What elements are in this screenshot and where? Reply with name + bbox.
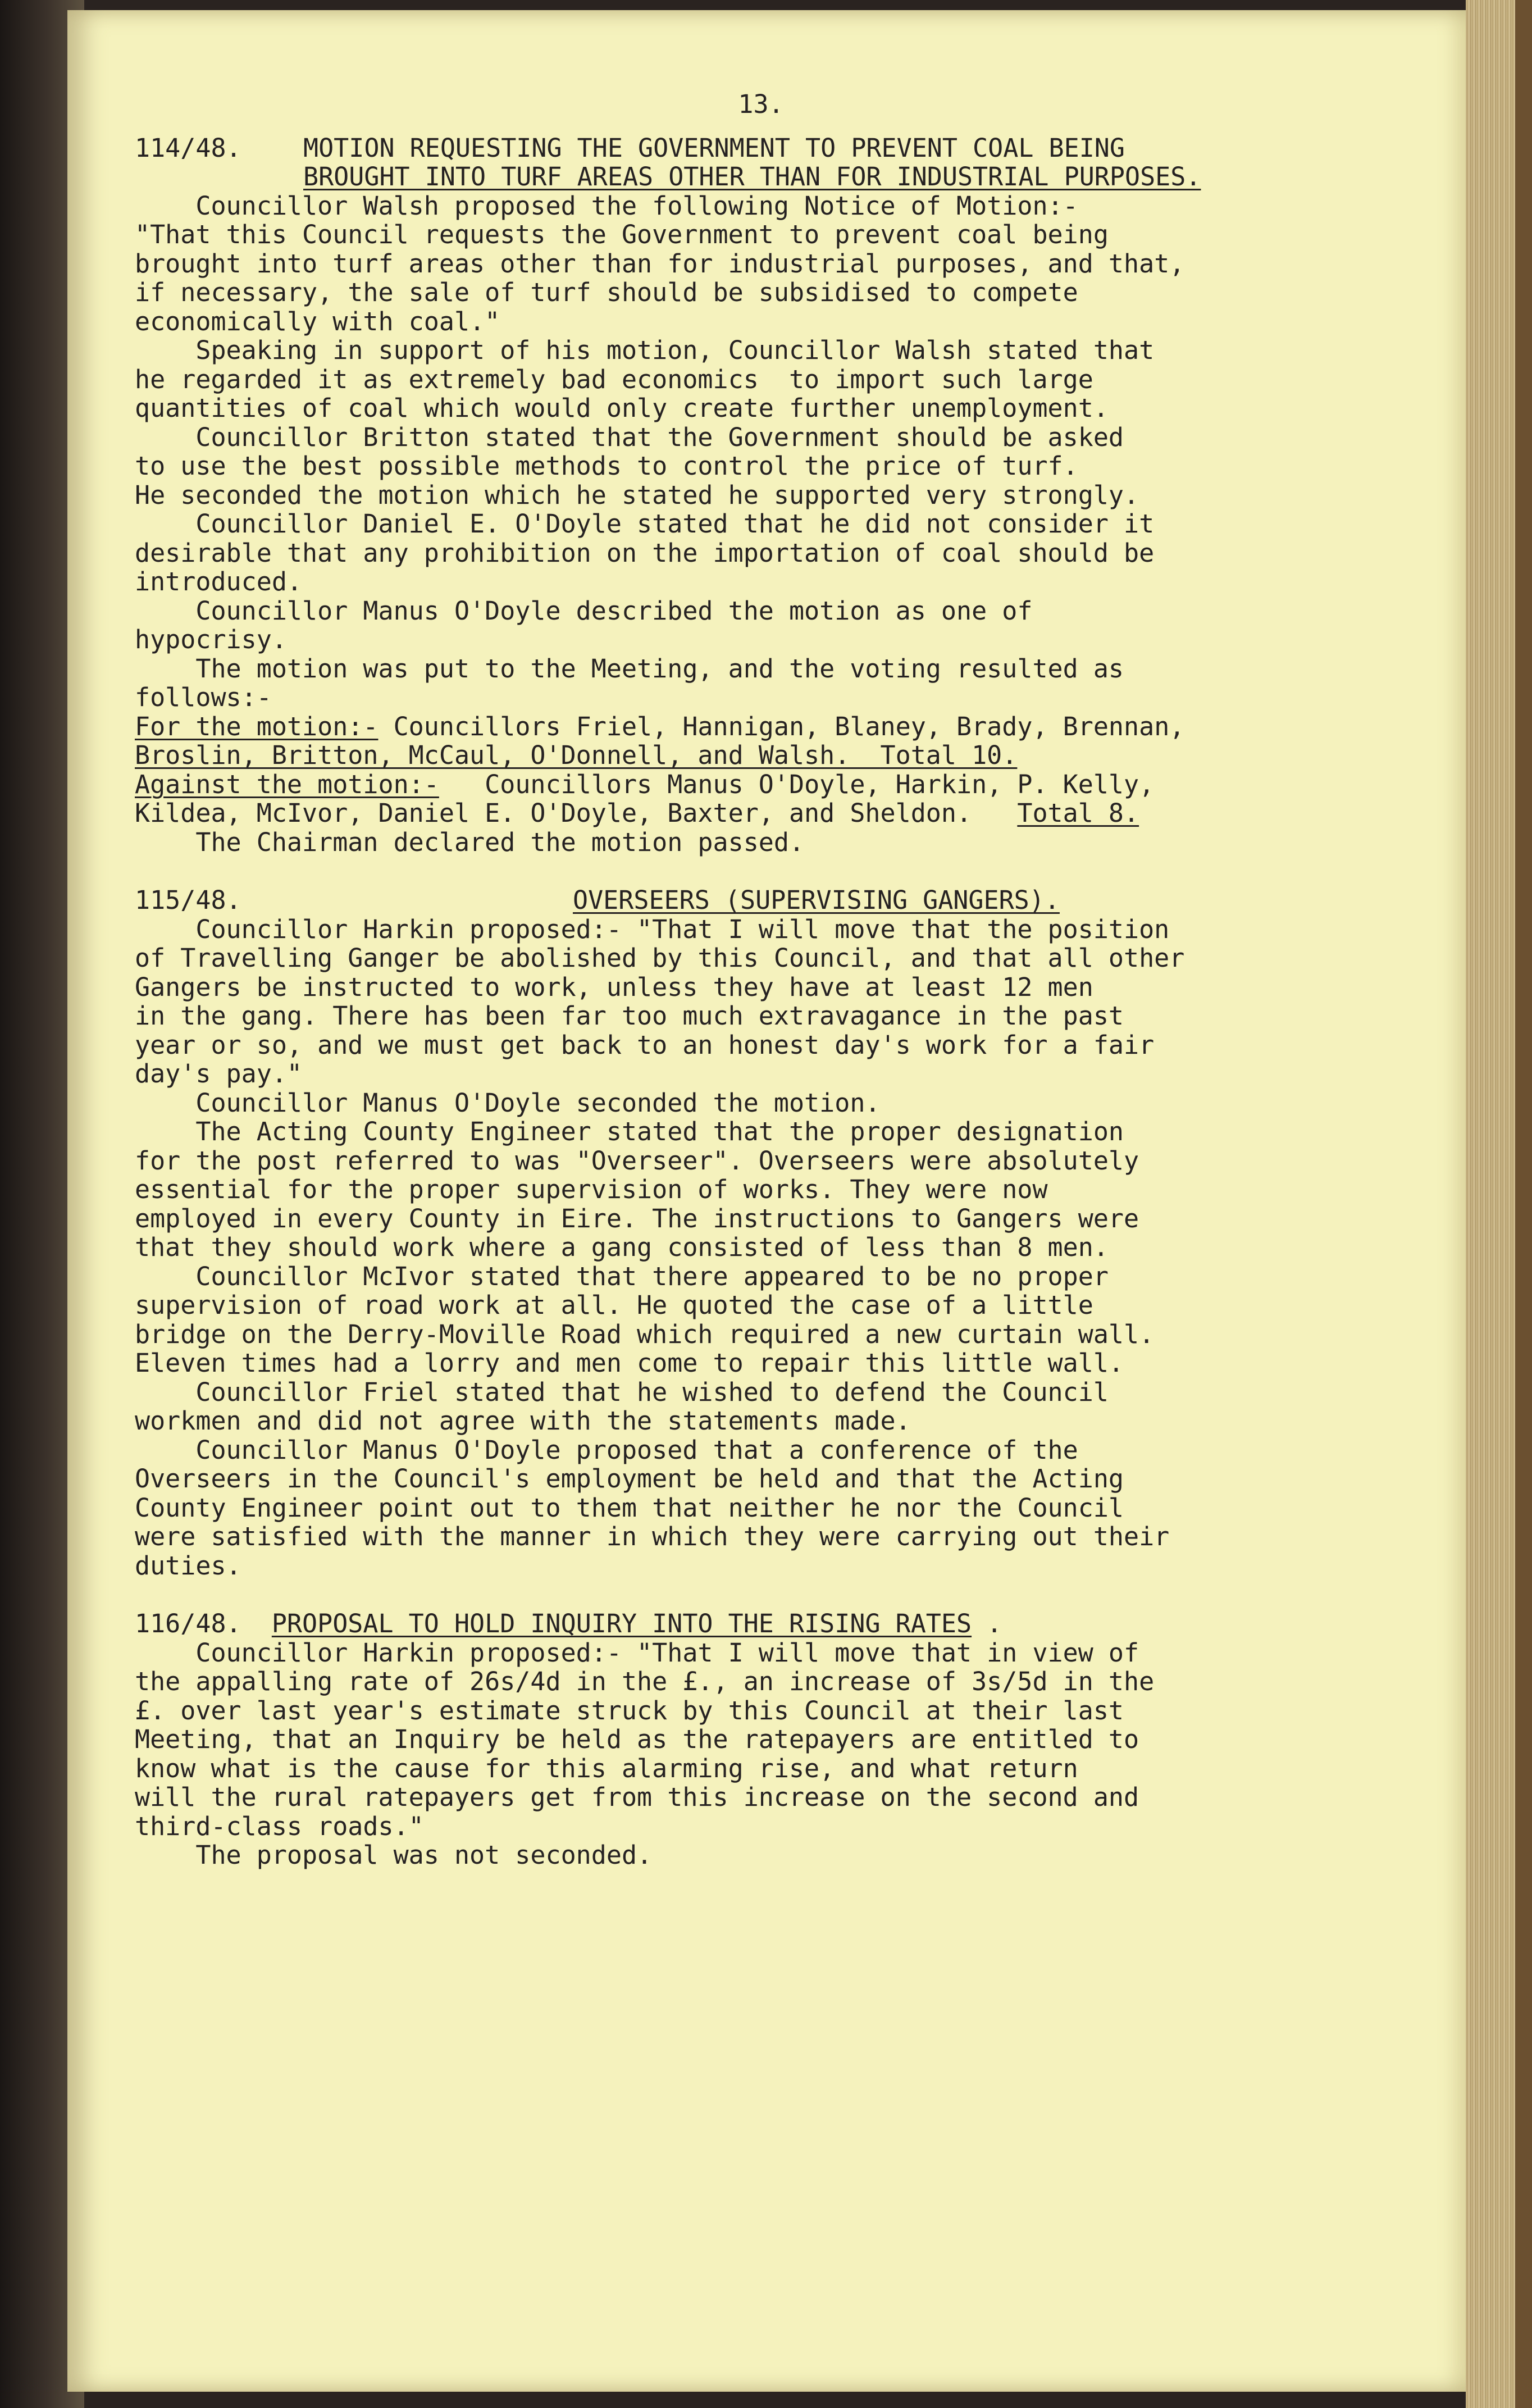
section-heading: MOTION REQUESTING THE GOVERNMENT TO PREVENT COAL BEING [303,133,1125,163]
text-line: Councillor McIvor stated that there appeared to be no proper [135,1261,1109,1291]
text-line: Councillor Harkin proposed:- "That I will move that the position [135,914,1170,944]
text-line: desirable that any prohibition on the importation of coal should be [135,538,1155,568]
text-line: bridge on the Derry-Moville Road which required a new curtain wall. [135,1319,1155,1349]
text-line: Councillor Manus O'Doyle described the motion as one of [135,595,1033,626]
text-line: will the rural ratepayers get from this increase on the second and [135,1782,1139,1812]
text-line: Councillor Britton stated that the Government should be asked [135,422,1124,452]
text-line: Overseers in the Council's employment be held and that the Acting [135,1464,1124,1494]
text-line: The Chairman declared the motion passed. [135,827,805,857]
text-line: follows:- [135,682,272,712]
text-line: third-class roads." [135,1811,424,1841]
vote-for-text: Broslin, Britton, McCaul, O'Donnell, and Walsh. [135,740,881,770]
text-line: Eleven times had a lorry and men come to repair this little wall. [135,1348,1124,1378]
text-line: Councillor Daniel E. O'Doyle stated that he did not consider it [135,509,1155,539]
text-line: Councillor Friel stated that he wished to defend the Council [135,1377,1109,1407]
text-line: Gangers be instructed to work, unless they have at least 12 men [135,972,1093,1002]
text-line: employed in every County in Eire. The instructions to Gangers were [135,1203,1139,1233]
page-content [135,90,1320,1870]
page-number: 13. [738,89,784,119]
section-heading-line [135,886,1320,915]
text-line: to use the best possible methods to control the price of turf. [135,451,1078,481]
text-line: he regarded it as extremely bad economics to import such large [135,364,1093,394]
text-line: that they should work where a gang consisted of less than 8 men. [135,1232,1109,1262]
text-line: Speaking in support of his motion, Councillor Walsh stated that [135,335,1155,365]
section-heading-line [135,1609,1320,1638]
text-line: day's pay." [135,1059,303,1089]
text-line: Meeting, that an Inquiry be held as the ratepayers are entitled to [135,1724,1139,1754]
text-line: in the gang. There has been far too much extravagance in the past [135,1001,1124,1031]
text-line: £. over last year's estimate struck by this Council at their last [135,1695,1124,1726]
text-line: if necessary, the sale of turf should be subsidised to compete [135,277,1078,307]
text-line: of Travelling Ganger be abolished by this Council, and that all other [135,943,1185,973]
vote-for-total: Total 10. [880,740,1018,770]
text-line: The Acting County Engineer stated that the proper designation [135,1117,1124,1146]
text-line: know what is the cause for this alarming rise, and what return [135,1753,1078,1783]
book-spine-edge [1515,0,1532,2408]
section-heading-suffix: . [972,1609,1002,1638]
text-line: He seconded the motion which he stated he supported very strongly. [135,480,1139,510]
text-line: The motion was put to the Meeting, and the voting resulted as [135,653,1124,684]
text-line: Councillor Manus O'Doyle seconded the motion. [135,1087,881,1118]
text-line: quantities of coal which would only create further unemployment. [135,393,1109,423]
text-line: year or so, and we must get back to an honest day's work for a fair [135,1030,1155,1060]
vote-against-label: Against the motion:- [135,769,439,799]
text-line: Councillor Harkin proposed:- "That I will move that in view of [135,1637,1139,1668]
section-114 [135,134,1320,857]
section-115 [135,886,1320,1580]
text-line: Councillor Manus O'Doyle proposed that a conference of the [135,1435,1078,1465]
vote-for-text: Councillors Friel, Hannigan, Blaney, Brady, Brennan, [378,711,1185,741]
text-line: brought into turf areas other than for industrial purposes, and that, [135,248,1185,279]
section-number: 116/48. [135,1609,241,1638]
text-line: introduced. [135,567,303,597]
vote-for-label: For the motion:- [135,711,379,741]
text-line: for the post referred to was "Overseer". Overseers were absolutely [135,1145,1139,1176]
vote-against-text: Councillors Manus O'Doyle, Harkin, P. Kelly, [439,769,1155,799]
section-heading: OVERSEERS (SUPERVISING GANGERS). [573,885,1060,915]
section-116 [135,1609,1320,1870]
vote-against-total: Total 8. [1017,798,1139,828]
text-line: essential for the proper supervision of works. They were now [135,1175,1048,1204]
section-heading-line [135,162,1320,192]
vote-against-line [135,799,1320,828]
text-line: hypocrisy. [135,625,287,654]
section-heading: BROUGHT INTO TURF AREAS OTHER THAN FOR INDUSTRIAL PURPOSES. [303,162,1201,192]
vote-against-line [135,770,1320,799]
text-line: supervision of road work at all. He quoted the case of a little [135,1290,1093,1320]
section-heading: PROPOSAL TO HOLD INQUIRY INTO THE RISING RATES [271,1609,972,1638]
section-number: 114/48. [135,133,241,163]
text-line: economically with coal." [135,306,500,336]
text-line: County Engineer point out to them that neither he nor the Council [135,1492,1124,1523]
vote-against-text: Kildea, McIvor, Daniel E. O'Doyle, Baxter, and Sheldon. [135,798,1018,828]
section-number: 115/48. [135,885,241,915]
text-line: the appalling rate of 26s/4d in the £., an increase of 3s/5d in the [135,1667,1155,1696]
text-line: duties. [135,1550,241,1581]
text-line: "That this Council requests the Government to prevent coal being [135,220,1109,249]
text-line: were satisfied with the manner in which they were carrying out their [135,1522,1170,1551]
vote-for-line [135,741,1320,770]
text-line: Councillor Walsh proposed the following Notice of Motion:- [135,190,1078,221]
vote-for-line [135,712,1320,741]
section-heading-line [135,134,1320,163]
text-line: The proposal was not seconded. [135,1840,653,1870]
text-line: workmen and did not agree with the statements made. [135,1406,911,1436]
